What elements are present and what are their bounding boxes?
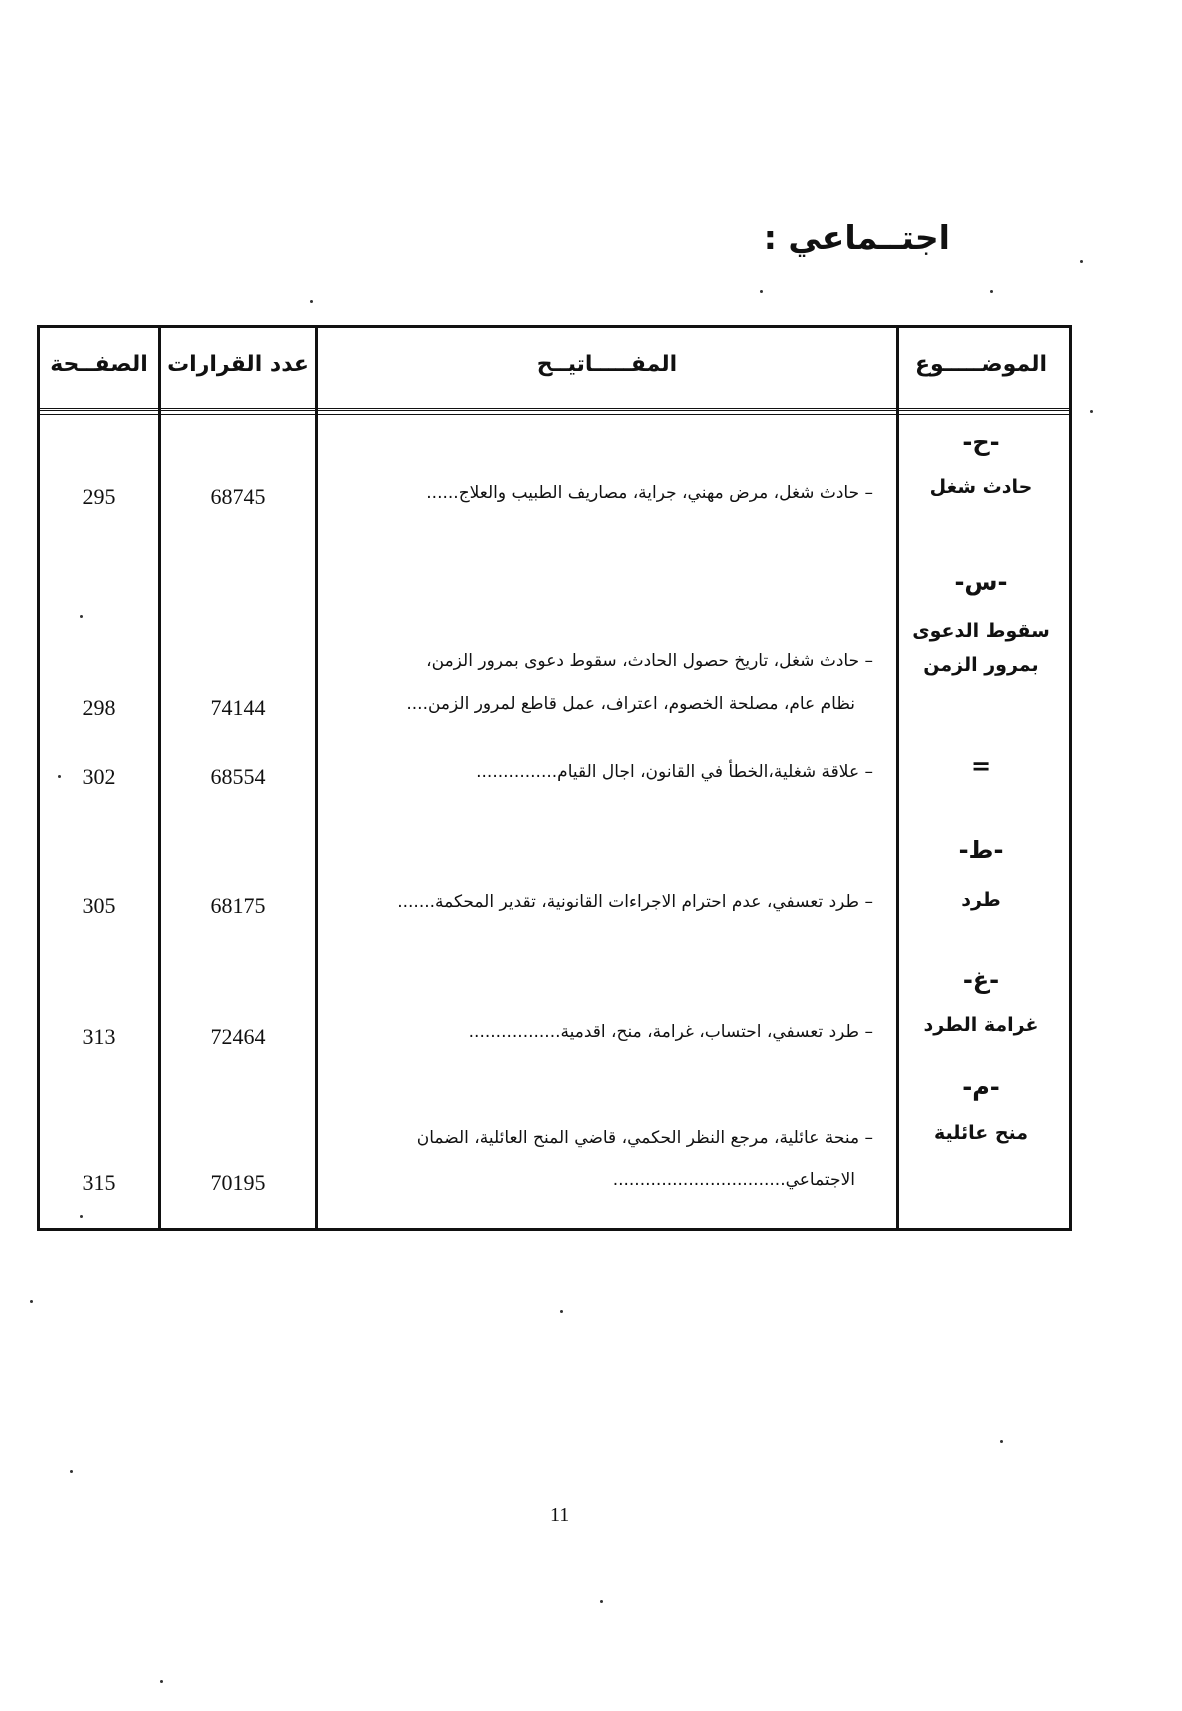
scan-speck [70, 1470, 73, 1473]
subject-label: غرامة الطرد [923, 1014, 1039, 1036]
page-ref: 315 [82, 1170, 116, 1195]
subject-letter: -ح- [962, 428, 1000, 456]
keywords-text: – طرد تعسفي، احتساب، غرامة، منح، اقدمية................. [468, 1022, 873, 1042]
scan-speck [600, 1600, 603, 1603]
keywords-text: – حادث شغل، تاريخ حصول الحادث، سقوط دعوى بمرور الزمن، [426, 651, 873, 671]
subject-letter: -س- [954, 568, 1008, 596]
column-divider [315, 328, 318, 1228]
section-heading: اجتــماعي : [763, 218, 950, 257]
scan-speck [1080, 260, 1083, 263]
subject-label: بمرور الزمن [923, 654, 1039, 676]
scan-speck [58, 775, 61, 778]
header-page: الصفــحة [50, 352, 148, 377]
subject-letter: -م- [962, 1073, 1000, 1101]
subject-letter: -ط- [958, 836, 1004, 864]
decisions-index-table [37, 325, 1072, 1231]
header-count: عدد القرارات [167, 352, 309, 377]
keywords-text: نظام عام، مصلحة الخصوم، اعتراف، عمل قاطع لمرور الزمن.... [406, 694, 855, 714]
scan-speck [560, 1310, 563, 1313]
decision-count: 68745 [210, 484, 266, 509]
scan-speck [1090, 410, 1093, 413]
keywords-text: الاجتماعي................................ [612, 1170, 855, 1190]
keywords-text: – طرد تعسفي، عدم احترام الاجراءات القانونية، تقدير المحكمة....... [397, 892, 873, 912]
header-divider [40, 408, 1069, 415]
page-ref: 298 [82, 695, 116, 720]
subject-label: منح عائلية [933, 1122, 1029, 1144]
keywords-text: – حادث شغل، مرض مهني، جراية، مصاريف الطبيب والعلاج...... [426, 483, 873, 503]
subject-label: حادث شغل [929, 476, 1033, 498]
page-ref: 305 [82, 893, 116, 918]
scan-speck [310, 300, 313, 303]
scan-speck [760, 290, 763, 293]
header-keywords: المفـــــاتيــح [536, 352, 678, 377]
page-ref: 295 [82, 484, 116, 509]
page-ref: 302 [82, 764, 116, 789]
subject-label: سقوط الدعوى [912, 620, 1050, 642]
subject-letter: -غ- [962, 966, 1000, 994]
header-subject: الموضـــــوع [914, 352, 1048, 377]
decision-count: 68554 [210, 764, 266, 789]
page-number: 11 [550, 1504, 570, 1526]
keywords-text: – منحة عائلية، مرجع النظر الحكمي، قاضي المنح العائلية، الضمان [416, 1128, 873, 1148]
decision-count: 74144 [210, 695, 266, 720]
keywords-text: – علاقة شغلية،الخطأ في القانون، اجال القيام............... [476, 762, 873, 782]
decision-count: 68175 [210, 893, 266, 918]
subject-label: طرد [961, 889, 1001, 911]
scan-speck [160, 1680, 163, 1683]
scan-speck [990, 290, 993, 293]
subject-ditto-mark: = [970, 752, 992, 780]
decision-count: 72464 [210, 1024, 266, 1049]
scan-speck [1000, 1440, 1003, 1443]
scan-speck [80, 1215, 83, 1218]
page-ref: 313 [82, 1024, 116, 1049]
scan-speck [80, 615, 83, 618]
scan-speck [30, 1300, 33, 1303]
decision-count: 70195 [210, 1170, 266, 1195]
